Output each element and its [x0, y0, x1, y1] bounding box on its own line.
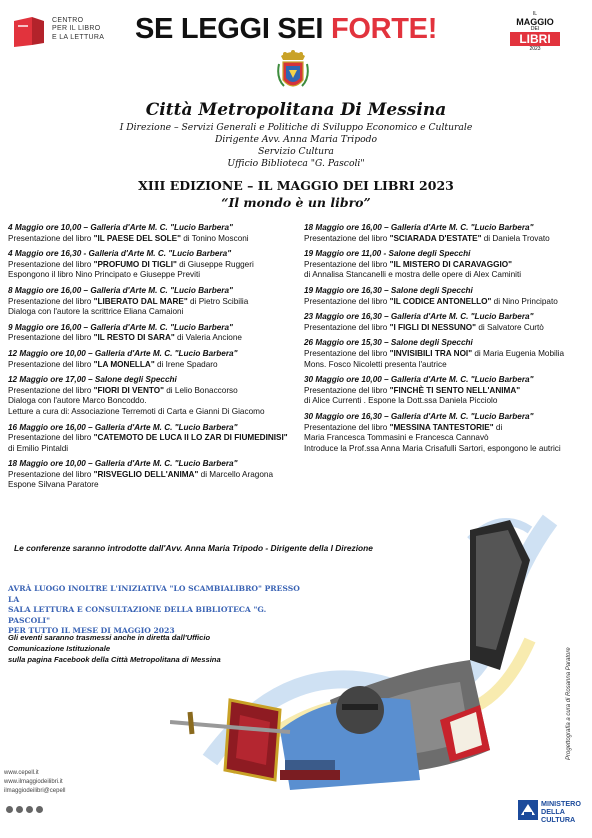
event-book-line: [304, 297, 589, 308]
event-extra-line: Espone Silvana Paratore: [8, 480, 99, 490]
event-book-title: "I FIGLI DI NESSUNO": [389, 322, 477, 332]
event-item: [8, 286, 293, 318]
event-prefix: Presentazione del libro: [8, 296, 94, 306]
event-extra-line: di Annalisa Stancanelli e mostra delle opere di Alex Caminiti: [304, 270, 522, 280]
event-book-title: "LIBERATO DAL MARE": [93, 296, 188, 306]
event-item: [8, 323, 293, 344]
event-book-title: "RISVEGLIO DELL'ANIMA": [93, 469, 199, 479]
event-author: di Maria Eugenia Mobilia: [472, 348, 565, 358]
event-heading: 18 Maggio ore 16,00 – Galleria d'Arte M. C. "Lucio Barbera": [304, 223, 534, 232]
event-item: [8, 223, 293, 244]
event-item: [8, 423, 293, 455]
event-book-title: "LA MONELLA": [93, 359, 155, 369]
facebook-icon[interactable]: [6, 806, 13, 813]
event-item: [304, 249, 589, 281]
event-author: di Nino Principato: [491, 296, 558, 306]
event-extra-line: Maria Francesca Tommasini e Francesca Cannavò: [304, 433, 489, 443]
ministero-line: CULTURA: [541, 815, 576, 825]
events-right-column: [304, 223, 589, 459]
event-heading: 23 Maggio ore 16,30 – Galleria d'Arte M. C. "Lucio Barbera": [304, 312, 534, 322]
event-book-title: "PROFUMO DI TIGLI": [93, 259, 177, 269]
servizio-line: Servizio Cultura: [258, 146, 334, 157]
motto: “Il mondo è un libro”: [221, 195, 371, 210]
dirigente-line: Dirigente Avv. Anna Maria Tripodo: [214, 134, 378, 145]
event-heading: 12 Maggio ore 10,00 – Galleria d'Arte M. C. "Lucio Barbera": [8, 348, 238, 358]
ministero-line: MINISTERO: [541, 799, 581, 808]
design-credit: [566, 610, 578, 770]
event-extra-line: di Alice Currenti . Espone la Dott.ssa Daniela Picciolo: [304, 396, 498, 406]
event-author: di Daniela Trovato: [481, 233, 550, 243]
event-prefix: Presentazione del libro: [8, 233, 94, 243]
event-prefix: Presentazione del libro: [8, 385, 94, 395]
event-book-line: [304, 349, 589, 360]
event-author: di: [493, 422, 503, 432]
maggio-logo-libri: LIBRI: [510, 32, 560, 46]
event-book-title: "INVISIBILI TRA NOI": [389, 348, 473, 358]
social-icons: [6, 798, 46, 817]
scambialibro-line: SALA LETTURA E CONSULTAZIONE DELLA BIBLIOTECA "G. PASCOLI": [8, 605, 267, 625]
event-extra-line: Espongono il libro Nino Principato e Giuseppe Previti: [8, 270, 201, 280]
direzione-line: I Direzione – Servizi Generali e Politiche di Sviluppo Economico e Culturale: [119, 122, 473, 133]
event-book-line: [8, 470, 293, 481]
event-book-line: [8, 433, 293, 454]
event-book-title: "IL CODICE ANTONELLO": [389, 296, 492, 306]
scambialibro-notice: [8, 584, 308, 637]
ministero-text: [541, 800, 581, 825]
event-book-title: "SCIARADA D'ESTATE": [389, 233, 482, 243]
event-item: [8, 375, 293, 417]
scambialibro-line: PER TUTTO IL MESE DI MAGGIO 2023: [8, 626, 175, 636]
event-prefix: Presentazione del libro: [8, 433, 94, 443]
design-credit-text: Progettografia a cura di Rosanna Paratore: [566, 647, 572, 760]
event-book-line: [8, 297, 293, 308]
event-item: [304, 375, 589, 407]
event-heading: 18 Maggio ore 10,00 – Galleria d'Arte M. C. "Lucio Barbera": [8, 459, 238, 469]
link-social-handle[interactable]: ilmaggiodeilibri@cepell: [4, 788, 66, 794]
event-prefix: Presentazione del libro: [8, 359, 94, 369]
event-heading: 19 Maggio ore 16,30 – Salone degli Specchi: [304, 285, 473, 295]
event-book-title: "MESSINA TANTESTORIE": [389, 422, 494, 432]
event-author: di Giuseppe Ruggeri: [176, 259, 254, 269]
event-item: [304, 338, 589, 370]
maggio-logo-year: 2023: [529, 46, 541, 52]
org-title: Città Metropolitana Di Messina: [145, 100, 447, 120]
event-prefix: Presentazione del libro: [304, 296, 390, 306]
ministero-line: DELLA: [541, 807, 565, 817]
event-book-line: [8, 234, 293, 245]
event-book-line: [8, 260, 293, 271]
cepell-logo-icon: [12, 15, 46, 49]
event-item: [8, 459, 293, 491]
cepell-line: CENTRO: [52, 17, 84, 24]
event-author: di Lelio Bonaccorso: [163, 385, 238, 395]
event-book-title: "FINCHÈ TI SENTO NELL'ANIMA": [389, 385, 521, 395]
event-heading: 30 Maggio ore 16,30 – Galleria d'Arte M. C. "Lucio Barbera": [304, 411, 534, 421]
link-cepell[interactable]: www.cepell.it: [4, 770, 39, 776]
broadcast-line: sulla pagina Facebook della Città Metropolitana di Messina: [8, 655, 221, 664]
event-prefix: Presentazione del libro: [8, 259, 94, 269]
event-heading: 4 Maggio ore 10,00 – Galleria d'Arte M. C. "Lucio Barbera": [8, 223, 233, 232]
event-book-title: "IL MISTERO DI CARAVAGGIO": [389, 259, 512, 269]
event-book-title: "CATEMOTO DE LUCA II LO ZAR DI FIUMEDINISI": [93, 433, 288, 443]
cepell-line: E LA LETTURA: [52, 33, 105, 41]
event-heading: 26 Maggio ore 15,30 – Salone degli Specchi: [304, 338, 473, 348]
event-item: [8, 249, 293, 281]
maggio-dei-libri-logo: [510, 12, 560, 58]
ufficio-line: Ufficio Biblioteca "G. Pascoli": [227, 158, 365, 169]
event-book-title: "FIORI DI VENTO": [93, 385, 164, 395]
event-extra-line: Letture a cura di: Associazione Terremoti di Carta e Gianni Di Giacomo: [8, 406, 265, 416]
event-extra-line: Introduce la Prof.ssa Anna Maria Crisafulli Sartori, espongono le autrici: [304, 443, 561, 453]
event-extra-line: Mons. Fosco Nicoletti presenta l'autrice: [304, 359, 447, 369]
event-book-line: [8, 333, 293, 344]
event-extra-line: Dialoga con l'autore la scrittrice Eliana Camaioni: [8, 307, 184, 317]
youtube-icon[interactable]: [36, 806, 43, 813]
event-item: [8, 349, 293, 370]
headline: [135, 13, 437, 46]
event-author: di Pietro Scibilia: [187, 296, 249, 306]
event-author: di Valeria Ancione: [174, 333, 242, 343]
instagram-icon[interactable]: [16, 806, 23, 813]
event-heading: 4 Maggio ore 16,30 - Galleria d'Arte M. C. "Lucio Barbera": [8, 249, 232, 259]
event-heading: 19 Maggio ore 11,00 - Salone degli Specchi: [304, 249, 471, 259]
event-book-line: [304, 386, 589, 397]
event-heading: 16 Maggio ore 16,00 – Galleria d'Arte M. C. "Lucio Barbera": [8, 422, 238, 432]
event-extra-line: Dialoga con l'autore Marco Boncoddo.: [8, 396, 147, 406]
event-author: di Emilio Pintaldi: [8, 443, 69, 453]
messina-crest-icon: [276, 50, 310, 94]
event-prefix: Presentazione del libro: [304, 422, 390, 432]
event-author: di Marcello Aragona: [198, 469, 273, 479]
scambialibro-line: AVRÀ LUOGO INOLTRE L'INIZIATIVA "LO SCAMBIALIBRO" PRESSO LA: [8, 584, 300, 604]
event-book-line: [304, 423, 589, 434]
maggio-logo-il: IL: [532, 11, 538, 17]
event-prefix: Presentazione del libro: [304, 348, 390, 358]
event-heading: 12 Maggio ore 17,00 – Salone degli Specchi: [8, 375, 177, 385]
event-prefix: Presentazione del libro: [8, 469, 94, 479]
event-book-line: [304, 234, 589, 245]
event-heading: 8 Maggio ore 16,00 – Galleria d'Arte M. C. "Lucio Barbera": [8, 285, 233, 295]
event-book-title: "IL PAESE DEL SOLE": [93, 233, 181, 243]
event-book-line: [8, 360, 293, 371]
twitter-icon[interactable]: [26, 806, 33, 813]
ministero-cultura-logo: [518, 798, 586, 826]
event-prefix: Presentazione del libro: [304, 385, 390, 395]
event-item: [304, 412, 589, 454]
event-item: [304, 286, 589, 307]
live-broadcast-notice: [8, 632, 268, 665]
event-prefix: Presentazione del libro: [304, 322, 390, 332]
event-prefix: Presentazione del libro: [304, 233, 390, 243]
footer-links: [4, 769, 65, 796]
event-author: di Irene Spadaro: [154, 359, 218, 369]
edition-title: XIII EDIZIONE – IL MAGGIO DEI LIBRI 2023: [138, 178, 454, 193]
link-maggio-dei-libri[interactable]: www.ilmaggiodeilibri.it: [4, 779, 63, 785]
conferences-intro: Le conferenze saranno introdotte dall'Avv. Anna Maria Tripodo - Dirigente della I Direzione: [14, 543, 373, 553]
cepell-text: [52, 17, 104, 42]
event-book-line: [304, 323, 589, 334]
event-item: [304, 312, 589, 333]
cepell-logo: [12, 15, 117, 53]
broadcast-line: Gli eventi saranno trasmessi anche in diretta dall'Ufficio Comunicazione Istituzionale: [8, 633, 211, 653]
headline-part2: FORTE!: [330, 13, 438, 45]
cepell-line: PER IL LIBRO: [52, 25, 101, 33]
event-prefix: Presentazione del libro: [304, 259, 390, 269]
event-book-line: [304, 260, 589, 271]
maggio-logo-dei: DEI: [530, 26, 540, 32]
event-item: [304, 223, 589, 244]
event-author: di Salvatore Curtò: [476, 322, 544, 332]
event-heading: 30 Maggio ore 10,00 – Galleria d'Arte M. C. "Lucio Barbera": [304, 375, 534, 385]
event-book-title: "IL RESTO DI SARA": [93, 333, 175, 343]
event-prefix: Presentazione del libro: [8, 333, 94, 343]
event-book-line: [8, 386, 293, 397]
event-author: di Tonino Mosconi: [180, 233, 249, 243]
events-left-column: [8, 223, 293, 496]
maggio-logo-maggio: MAGGIO: [516, 17, 554, 27]
event-heading: 9 Maggio ore 16,00 – Galleria d'Arte M. C. "Lucio Barbera": [8, 322, 233, 332]
ministero-emblem-icon: [518, 800, 538, 820]
headline-part1: SE LEGGI SEI: [135, 13, 331, 45]
